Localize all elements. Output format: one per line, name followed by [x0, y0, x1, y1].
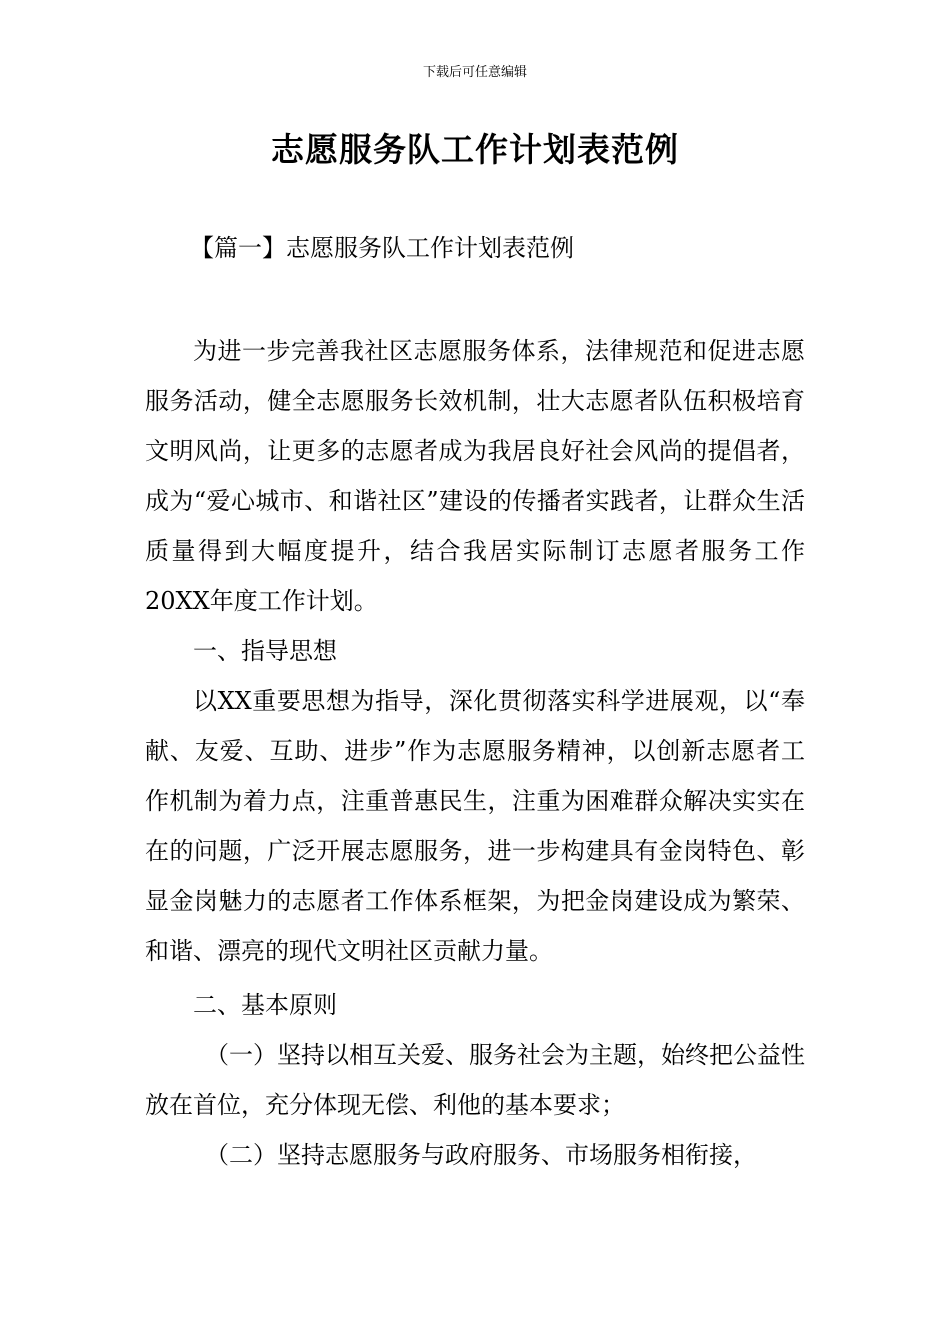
principle-item-2: （二）坚持志愿服务与政府服务、市场服务相衔接，	[205, 1141, 757, 1169]
document-body	[145, 326, 805, 1180]
document-title: 志愿服务队工作计划表范例	[271, 130, 679, 169]
section-heading-basic-principles: 二、基本原则	[193, 991, 337, 1019]
section-heading-guiding-thought: 一、指导思想	[193, 637, 337, 665]
header-note: 下载后可任意编辑	[422, 65, 527, 80]
principle-item-1: （一）坚持以相互关爱、服务社会为主题，始终把公益性放在首位，充分体现无偿、利他的基本要求；	[145, 1041, 805, 1119]
intro-paragraph: 为进一步完善我社区志愿服务体系，法律规范和促进志愿服务活动，健全志愿服务长效机制，壮大志愿者队伍积极培育文明风尚，让更多的志愿者成为我居良好社会风尚的提倡者，成为“爱心城市、和谐社区”建设的传播者实践者，让群众生活质量得到大幅度提升，结合我居实际制订志愿者服务工作20XX年度工作计划。	[145, 337, 805, 615]
section-subtitle: 【篇一】志愿服务队工作计划表范例	[190, 234, 574, 262]
guiding-thought-paragraph: 以XX重要思想为指导，深化贯彻落实科学进展观，以“奉献、友爱、互助、进步”作为志愿服务精神，以创新志愿者工作机制为着力点，注重普惠民生，注重为困难群众解决实实在在的问题，广泛开展志愿服务，进一步构建具有金岗特色、彰显金岗魅力的志愿者工作体系框架，为把金岗建设成为繁荣、和谐、漂亮的现代文明社区贡献力量。	[145, 687, 805, 965]
